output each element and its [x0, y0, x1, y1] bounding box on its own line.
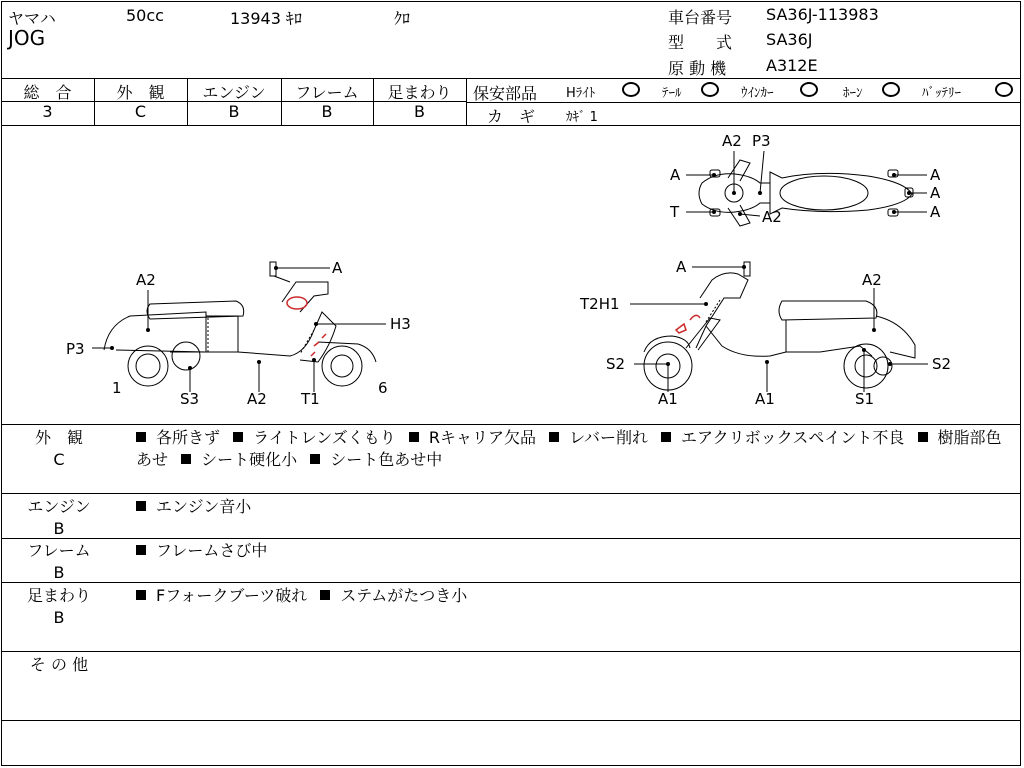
section-name: フレーム	[27, 541, 91, 560]
right-side-callouts	[630, 267, 928, 392]
callout-label: S3	[180, 390, 200, 408]
engine-grade: B	[228, 102, 240, 121]
bullet-icon	[320, 590, 330, 600]
note-item: エアクリボックスペイント不良	[681, 428, 905, 447]
callout-label: A	[332, 259, 343, 277]
suspension-grade-label: 足まわり	[387, 83, 452, 102]
divider	[1, 538, 1021, 539]
callout-label: A	[930, 184, 941, 202]
type-value: SA36J	[766, 30, 813, 49]
section-name: そ の 他	[29, 655, 89, 674]
key-label: カ ギ	[487, 107, 536, 126]
callout-label: A2	[762, 208, 782, 226]
engine-notes	[136, 496, 1016, 518]
note-item: Rキャリア欠品	[428, 428, 536, 447]
note-item: 各所きず	[156, 428, 221, 447]
section-grade: B	[53, 563, 65, 582]
section-name: 足まわり	[26, 586, 91, 605]
divider	[1, 720, 1021, 721]
bullet-icon	[136, 432, 146, 442]
section-grade: B	[53, 519, 65, 538]
bullet-icon	[661, 432, 671, 442]
divider	[466, 78, 467, 125]
callout-label: A2	[247, 390, 267, 408]
callout-label: 6	[378, 379, 388, 397]
horn-label: ﾎｰﾝ	[843, 86, 863, 101]
engine-grade-label: エンジン	[202, 83, 266, 102]
color: ｸﾛ	[394, 9, 411, 28]
callout-label: H3	[390, 315, 411, 333]
frame-no: SA36J-113983	[766, 5, 879, 24]
section-name: エンジン	[27, 497, 91, 516]
section-name: 外 観	[34, 428, 83, 447]
callout-label: T2H1	[580, 295, 620, 313]
callout-label: A2	[136, 271, 156, 289]
callout-label: 1	[112, 379, 122, 397]
section-grade: B	[53, 608, 65, 627]
overall-grade: 3	[42, 102, 53, 121]
bullet-icon	[233, 432, 243, 442]
frame-no-label: 車台番号	[668, 8, 733, 27]
callout-label: A2	[862, 271, 882, 289]
exterior-notes	[136, 427, 1016, 471]
suspension-grade: B	[414, 102, 425, 121]
bullet-icon	[136, 590, 146, 600]
engine-type-label: 原 動 機	[668, 59, 727, 78]
callout-label: A	[676, 258, 687, 276]
divider	[1, 493, 1021, 494]
displacement: 50cc	[126, 6, 164, 25]
engine-type-value: A312E	[766, 56, 818, 75]
callout-label: S1	[855, 390, 875, 408]
winker-label: ｳｲﾝｶｰ	[741, 86, 774, 101]
note-item: 樹脂部色あせ	[136, 428, 1002, 469]
callout-label: A	[930, 203, 941, 221]
exterior-grade: C	[134, 102, 147, 121]
callout-label: S2	[932, 355, 952, 373]
divider	[1, 582, 1021, 583]
note-item: レバー削れ	[569, 428, 648, 447]
headlight-label: Hﾗｲﾄ	[566, 86, 596, 101]
key-value: ｶｷﾞ 1	[566, 110, 598, 125]
top-view-scooter	[699, 160, 913, 226]
callout-label: T1	[301, 390, 320, 408]
tail-ok-icon	[701, 82, 719, 97]
note-item: ステムがたつき小	[340, 586, 468, 605]
battery-ok-icon	[995, 82, 1013, 97]
callout-label: P3	[66, 340, 85, 358]
mileage: 13943 ｷﾛ	[230, 9, 302, 28]
horn-ok-icon	[882, 82, 900, 97]
type-label: 型 式	[668, 33, 733, 52]
right-side-labels	[579, 258, 951, 408]
note-item: ライトレンズくもり	[253, 428, 396, 447]
frame-notes	[136, 540, 1016, 562]
note-item: フレームさび中	[156, 541, 268, 560]
divider	[1, 78, 1021, 79]
tail-label: ﾃｰﾙ	[662, 86, 682, 101]
safety-parts-label: 保安部品	[473, 84, 538, 103]
overall-grade-label: 総 合	[23, 83, 72, 102]
top-view-callouts	[686, 151, 927, 216]
note-item: シート硬化小	[201, 450, 298, 469]
headlight-ok-icon	[622, 82, 640, 97]
bullet-icon	[136, 501, 146, 511]
section-other	[14, 654, 104, 676]
callout-label: S2	[606, 355, 626, 373]
left-damage-marks	[287, 297, 326, 356]
bullet-icon	[549, 432, 559, 442]
divider	[1, 424, 1021, 425]
bullet-icon	[136, 545, 146, 555]
bullet-icon	[918, 432, 928, 442]
right-damage-marks	[676, 315, 700, 333]
battery-label: ﾊﾞｯﾃﾘｰ	[922, 86, 961, 101]
maker: ヤマハ	[8, 9, 56, 28]
bullet-icon	[181, 454, 191, 464]
frame-grade: B	[321, 102, 333, 121]
suspension-notes	[136, 585, 1016, 607]
note-item: シート色あせ中	[330, 450, 443, 469]
section-grade: C	[53, 450, 65, 469]
note-item: エンジン音小	[156, 497, 252, 516]
damage-diagram	[0, 126, 1022, 424]
divider	[1, 651, 1021, 652]
winker-ok-icon	[800, 82, 818, 97]
callout-label: A2	[722, 132, 742, 150]
note-item: Fフォークブーツ破れ	[156, 586, 308, 605]
bullet-icon	[409, 432, 419, 442]
callout-label: A	[670, 166, 681, 184]
bullet-icon	[310, 454, 320, 464]
frame-grade-label: フレーム	[295, 83, 359, 102]
callout-label: P3	[752, 132, 771, 150]
callout-label: A1	[755, 390, 775, 408]
section-suspension	[14, 585, 104, 629]
divider	[467, 102, 1021, 103]
callout-label: A1	[658, 390, 678, 408]
exterior-grade-label: 外 観	[116, 83, 165, 102]
callout-label: T	[670, 203, 680, 221]
section-frame	[14, 540, 104, 584]
section-engine	[14, 496, 104, 540]
section-exterior	[14, 427, 104, 471]
callout-label: A	[930, 166, 941, 184]
model-name: JOG	[8, 26, 46, 50]
